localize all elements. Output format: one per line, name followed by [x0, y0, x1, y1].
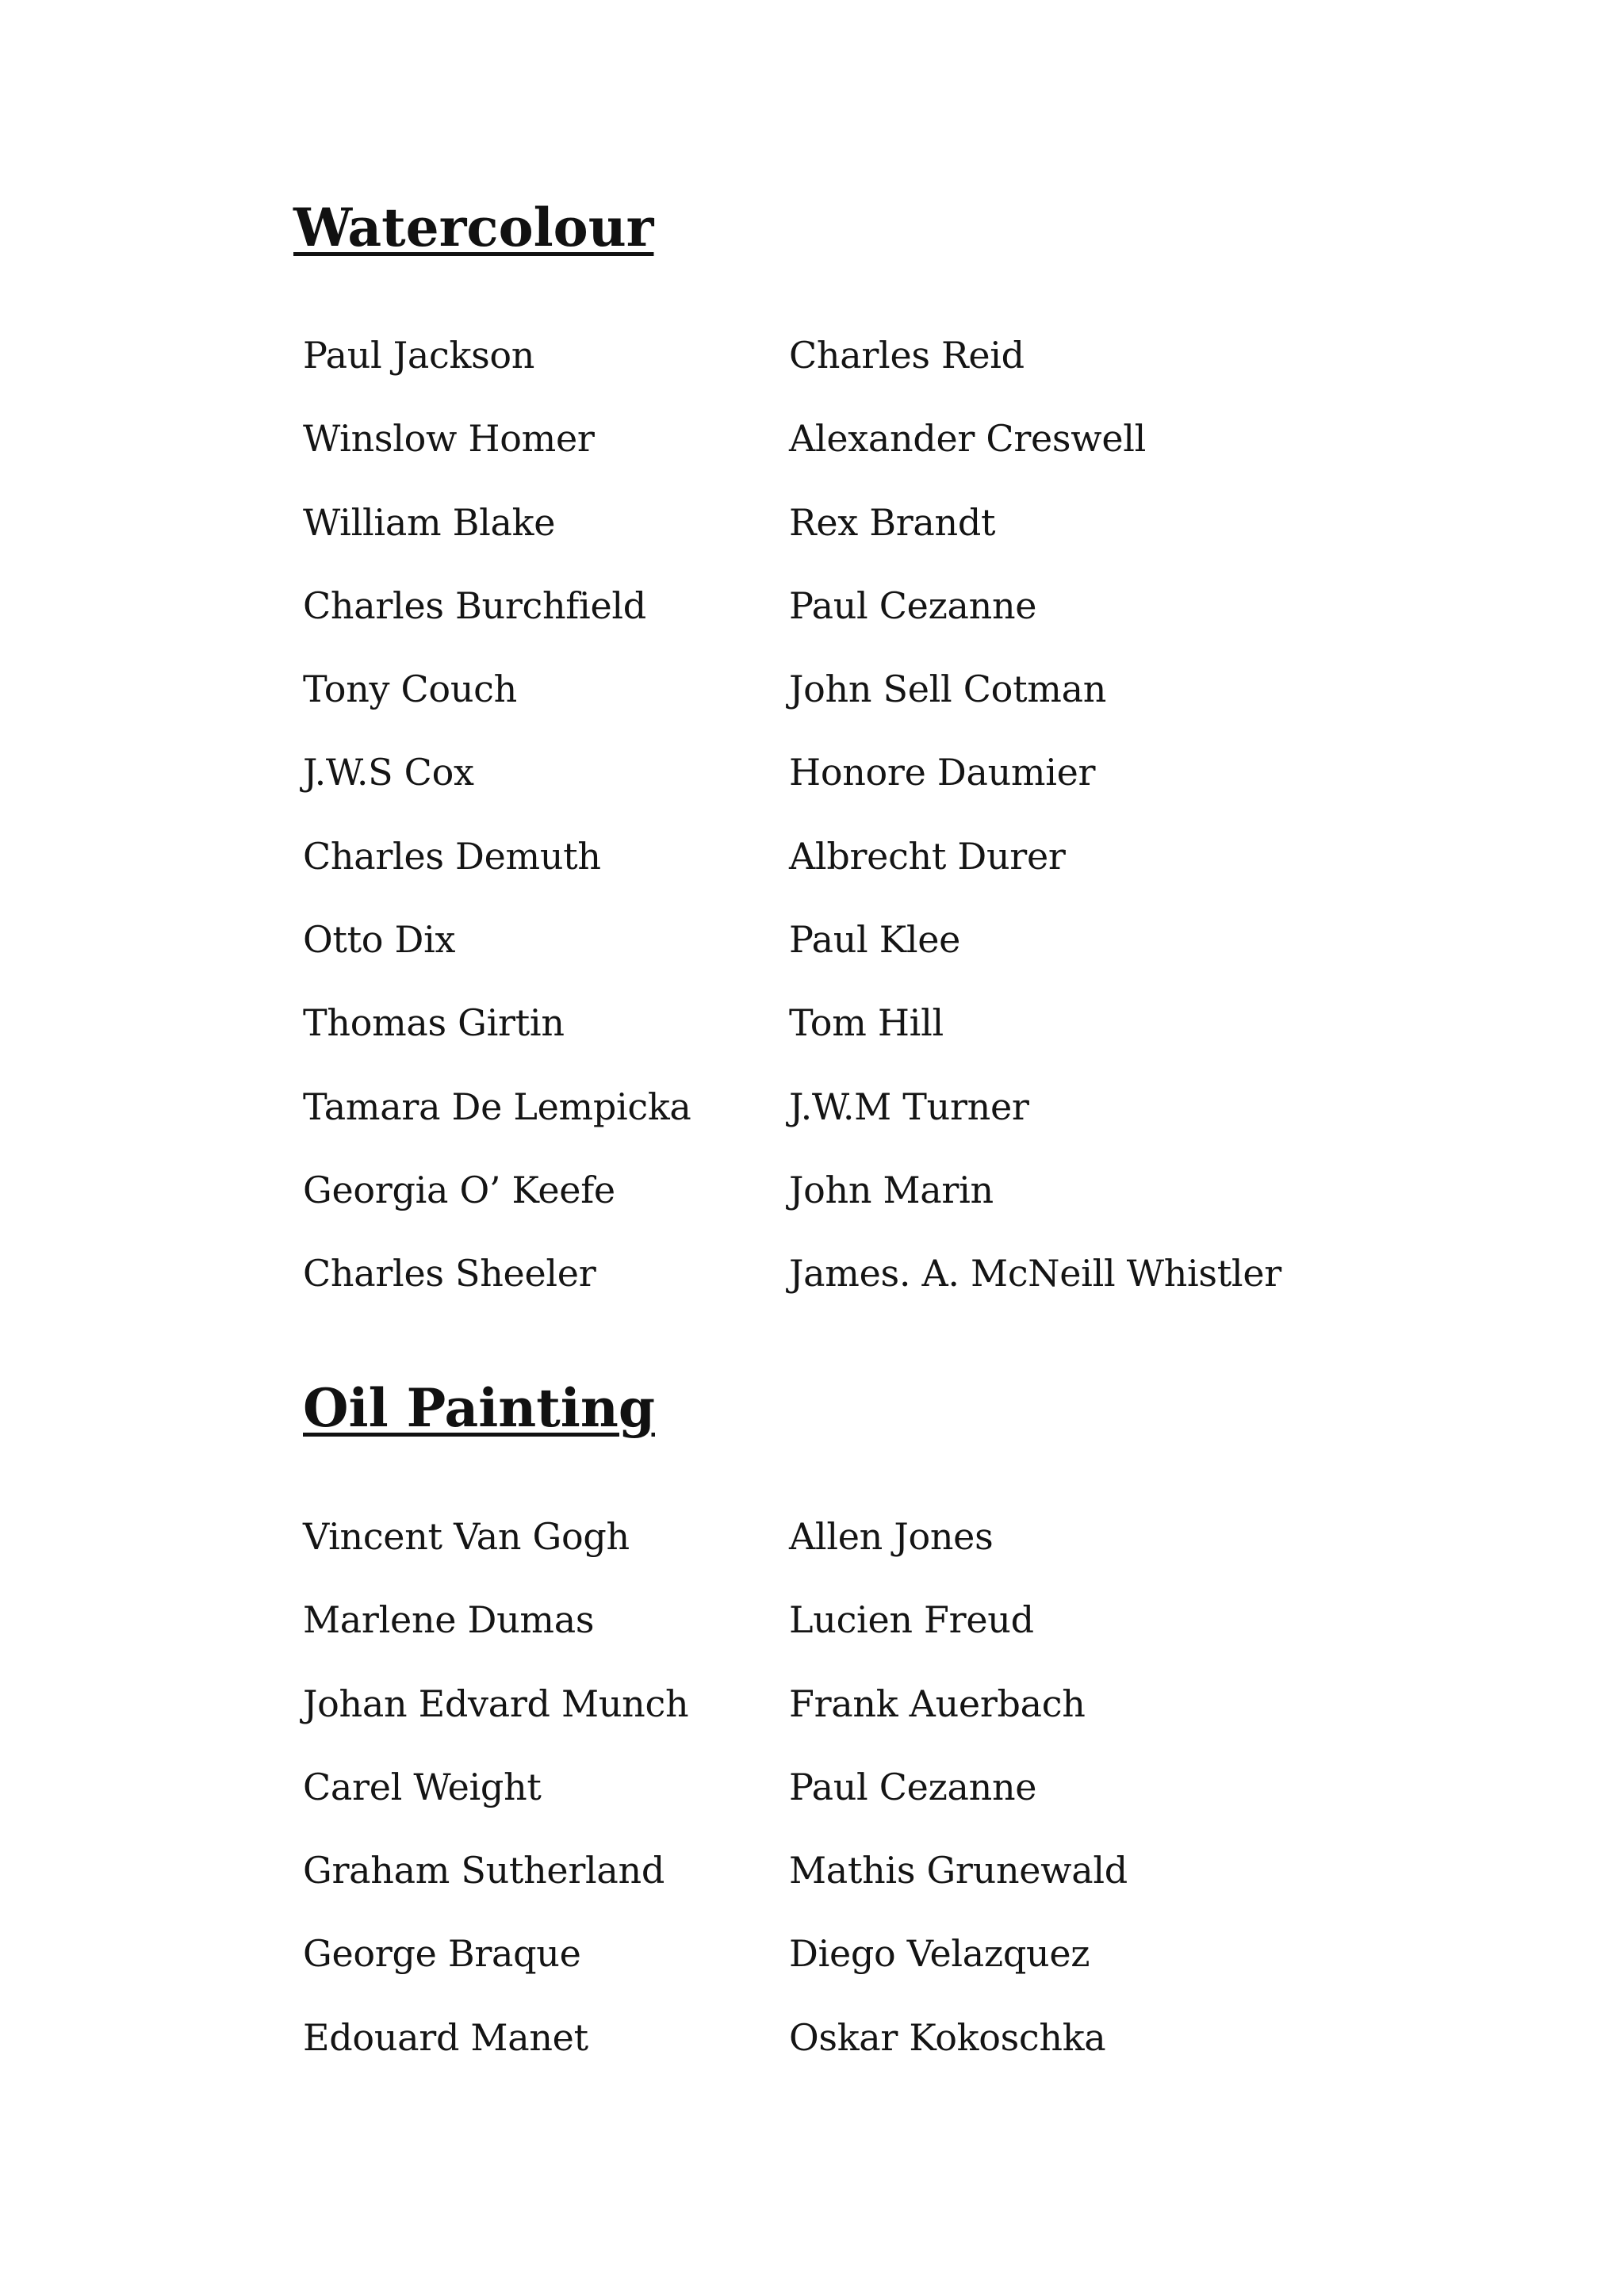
- artist-name: Charles Reid: [789, 334, 1025, 377]
- artist-name: Marlene Dumas: [303, 1598, 595, 1642]
- artist-name: Winslow Homer: [303, 417, 595, 461]
- artist-name: Paul Klee: [789, 918, 961, 962]
- oil-painting-heading: Oil Painting: [303, 1377, 655, 1439]
- artist-name: J.W.M Turner: [789, 1085, 1029, 1128]
- artist-name: Rex Brandt: [789, 500, 996, 544]
- watercolour-heading: Watercolour: [293, 197, 654, 258]
- artist-name: Georgia O’ Keefe: [303, 1168, 615, 1211]
- watercolour-artist-list: [303, 331, 1344, 1334]
- artist-name: Tom Hill: [789, 1001, 944, 1045]
- artist-name: Charles Burchfield: [303, 584, 646, 627]
- artist-name: Paul Cezanne: [789, 1765, 1037, 1808]
- artist-name: James. A. McNeill Whistler: [789, 1252, 1281, 1295]
- artist-name: Albrecht Durer: [789, 834, 1066, 878]
- artist-name: Graham Sutherland: [303, 1849, 665, 1892]
- artist-name: Lucien Freud: [789, 1598, 1034, 1642]
- artist-name: Otto Dix: [303, 918, 456, 962]
- artist-name: Oskar Kokoschka: [789, 2015, 1106, 2059]
- oil-painting-artist-list: [303, 1513, 1344, 2097]
- artist-name: J.W.S Cox: [303, 751, 474, 794]
- artist-name: John Marin: [789, 1168, 994, 1211]
- artist-name: Charles Demuth: [303, 834, 601, 878]
- artist-name: William Blake: [303, 500, 556, 544]
- artist-name: Edouard Manet: [303, 2015, 588, 2059]
- artist-name: Vincent Van Gogh: [303, 1515, 630, 1558]
- artist-name: Carel Weight: [303, 1765, 542, 1808]
- artist-name: Diego Velazquez: [789, 1932, 1090, 1976]
- artist-name: Alexander Creswell: [789, 417, 1147, 461]
- artist-name: Paul Jackson: [303, 334, 535, 377]
- artist-name: Mathis Grunewald: [789, 1849, 1128, 1892]
- artist-name: John Sell Cotman: [789, 668, 1107, 711]
- artist-name: Tamara De Lempicka: [303, 1085, 691, 1128]
- artist-name: Allen Jones: [789, 1515, 994, 1558]
- artist-name: Paul Cezanne: [789, 584, 1037, 627]
- artist-name: Tony Couch: [303, 668, 517, 711]
- artist-name: Johan Edvard Munch: [303, 1682, 689, 1725]
- artist-name: George Braque: [303, 1932, 581, 1976]
- artist-name: Charles Sheeler: [303, 1252, 596, 1295]
- artist-name: Honore Daumier: [789, 751, 1096, 794]
- artist-name: Thomas Girtin: [303, 1001, 565, 1045]
- artist-name: Frank Auerbach: [789, 1682, 1086, 1725]
